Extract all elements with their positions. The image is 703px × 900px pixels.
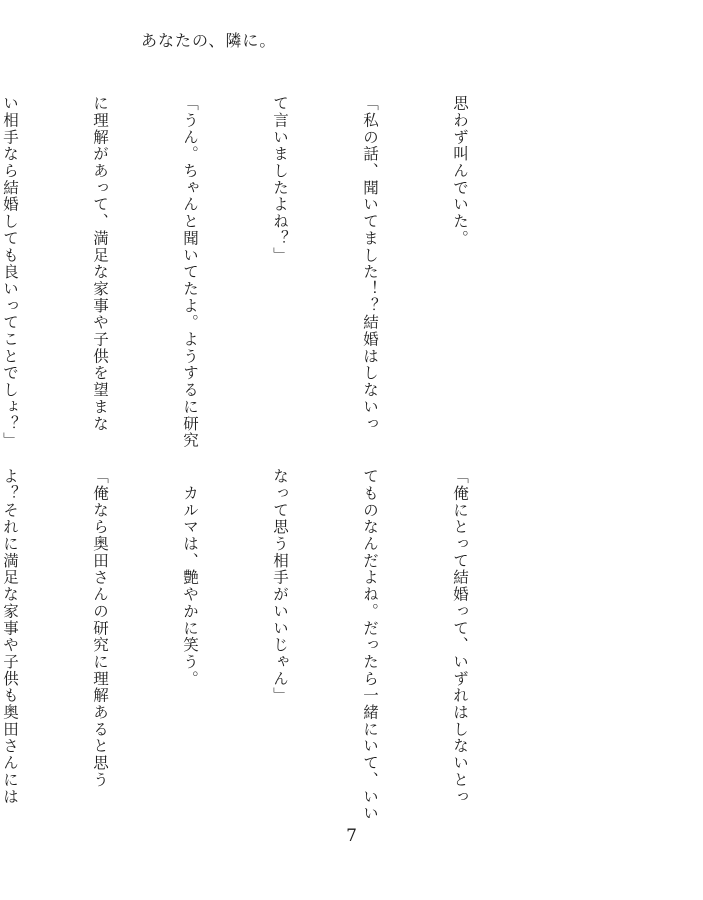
upper-text-block bbox=[0, 95, 535, 449]
text-line: なって思う相手がいいじゃん」 bbox=[271, 468, 289, 704]
text-line: て言いましたよね？」 bbox=[271, 95, 289, 264]
text-line: てものなんだよね。だったら一緒にいて、いい bbox=[361, 468, 379, 822]
text-line: に理解があって、満足な家事や子供を望まな bbox=[91, 95, 109, 432]
text-line: 思わず叫んでいた。 bbox=[451, 95, 469, 247]
lower-text-block bbox=[0, 468, 535, 822]
text-line: 「私の話、聞いてました！？結婚はしないっ bbox=[361, 95, 379, 432]
text-line: 「俺なら奥田さんの研究に理解あると思う bbox=[91, 468, 109, 789]
page-number: 7 bbox=[346, 826, 357, 846]
text-line: 「うん。ちゃんと聞いてたよ。ようするに研究 bbox=[181, 95, 199, 449]
text-line: 「俺にとって結婚って、いずれはしないとっ bbox=[451, 468, 469, 805]
text-line: い相手なら結婚しても良いってことでしょ？」 bbox=[1, 95, 19, 449]
text-line: カルマは、艶やかに笑う。 bbox=[181, 468, 199, 688]
text-line: よ？それに満足な家事や子供も奥田さんには bbox=[1, 468, 19, 805]
running-header-title: あなたの、隣に。 bbox=[141, 31, 277, 50]
